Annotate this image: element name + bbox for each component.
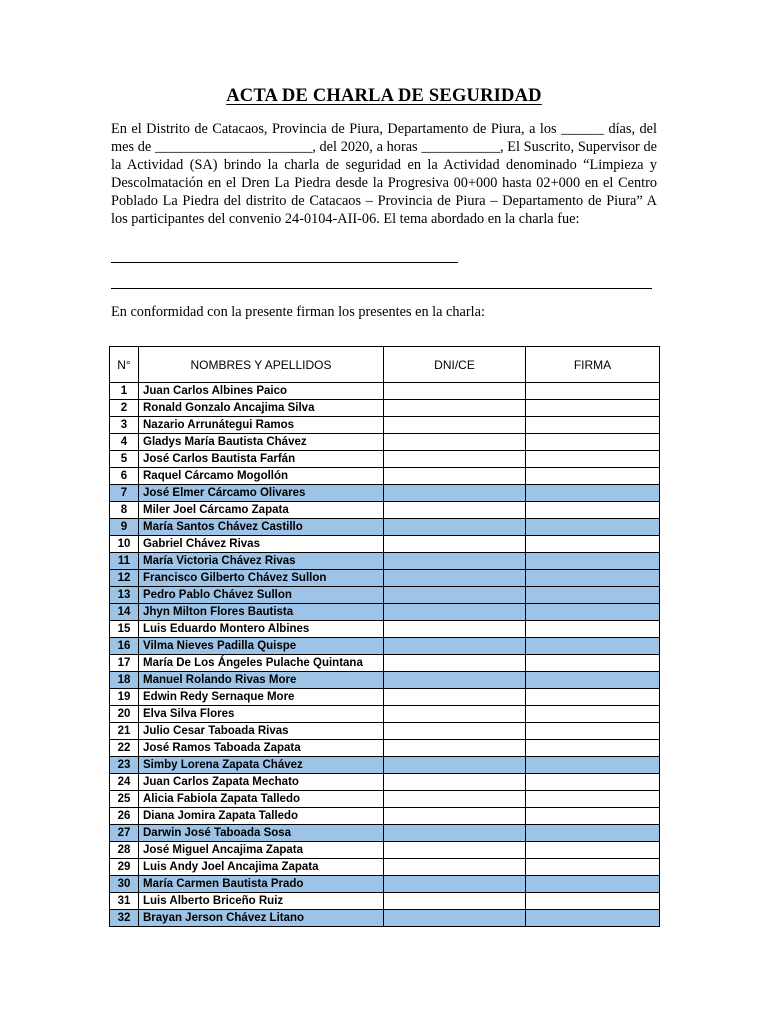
row-signature-cell <box>526 740 660 757</box>
row-signature-cell <box>526 825 660 842</box>
row-dni-cell <box>384 638 526 655</box>
row-signature-cell <box>526 587 660 604</box>
row-signature-cell <box>526 859 660 876</box>
row-signature-cell <box>526 723 660 740</box>
row-name: Edwin Redy Sernaque More <box>139 689 384 706</box>
row-signature-cell <box>526 434 660 451</box>
row-dni-cell <box>384 910 526 927</box>
row-name: Brayan Jerson Chávez Litano <box>139 910 384 927</box>
row-signature-cell <box>526 383 660 400</box>
row-name: Vilma Nieves Padilla Quispe <box>139 638 384 655</box>
table-row <box>110 604 660 621</box>
table-row <box>110 910 660 927</box>
row-number: 30 <box>110 876 139 893</box>
row-number: 25 <box>110 791 139 808</box>
row-name: Francisco Gilberto Chávez Sullon <box>139 570 384 587</box>
table-row <box>110 859 660 876</box>
row-name: María Victoria Chávez Rivas <box>139 553 384 570</box>
row-signature-cell <box>526 757 660 774</box>
row-dni-cell <box>384 434 526 451</box>
row-dni-cell <box>384 604 526 621</box>
row-signature-cell <box>526 604 660 621</box>
table-row <box>110 825 660 842</box>
row-name: Ronald Gonzalo Ancajima Silva <box>139 400 384 417</box>
row-dni-cell <box>384 825 526 842</box>
header-number: N° <box>110 347 139 383</box>
row-dni-cell <box>384 519 526 536</box>
row-number: 8 <box>110 502 139 519</box>
table-row <box>110 570 660 587</box>
row-number: 14 <box>110 604 139 621</box>
row-name: José Miguel Ancajima Zapata <box>139 842 384 859</box>
row-dni-cell <box>384 774 526 791</box>
row-name: Miler Joel Cárcamo Zapata <box>139 502 384 519</box>
row-number: 2 <box>110 400 139 417</box>
row-signature-cell <box>526 502 660 519</box>
row-name: Diana Jomira Zapata Talledo <box>139 808 384 825</box>
row-signature-cell <box>526 706 660 723</box>
row-dni-cell <box>384 655 526 672</box>
row-name: María Carmen Bautista Prado <box>139 876 384 893</box>
row-number: 1 <box>110 383 139 400</box>
row-dni-cell <box>384 791 526 808</box>
row-number: 27 <box>110 825 139 842</box>
row-dni-cell <box>384 570 526 587</box>
row-name: Juan Carlos Albines Paico <box>139 383 384 400</box>
row-number: 29 <box>110 859 139 876</box>
row-number: 9 <box>110 519 139 536</box>
row-signature-cell <box>526 893 660 910</box>
row-number: 15 <box>110 621 139 638</box>
row-dni-cell <box>384 502 526 519</box>
row-name: José Elmer Cárcamo Olivares <box>139 485 384 502</box>
table-header-row <box>110 347 660 383</box>
table-row <box>110 536 660 553</box>
row-name: Alicia Fabiola Zapata Talledo <box>139 791 384 808</box>
table-row <box>110 876 660 893</box>
table-row <box>110 434 660 451</box>
row-number: 16 <box>110 638 139 655</box>
table-row <box>110 587 660 604</box>
table-row <box>110 638 660 655</box>
row-signature-cell <box>526 638 660 655</box>
row-name: Jhyn Milton Flores Bautista <box>139 604 384 621</box>
row-dni-cell <box>384 485 526 502</box>
row-name: Manuel Rolando Rivas More <box>139 672 384 689</box>
row-signature-cell <box>526 791 660 808</box>
row-signature-cell <box>526 876 660 893</box>
table-row <box>110 655 660 672</box>
table-row <box>110 723 660 740</box>
table-row <box>110 774 660 791</box>
row-number: 22 <box>110 740 139 757</box>
row-dni-cell <box>384 536 526 553</box>
row-dni-cell <box>384 553 526 570</box>
row-name: Simby Lorena Zapata Chávez <box>139 757 384 774</box>
row-dni-cell <box>384 859 526 876</box>
table-row <box>110 383 660 400</box>
table-row <box>110 757 660 774</box>
row-number: 5 <box>110 451 139 468</box>
row-name: Raquel Cárcamo Mogollón <box>139 468 384 485</box>
table-row <box>110 485 660 502</box>
row-name: María Santos Chávez Castillo <box>139 519 384 536</box>
row-dni-cell <box>384 672 526 689</box>
row-name: José Ramos Taboada Zapata <box>139 740 384 757</box>
conformity-text: En conformidad con la presente firman los presentes en la charla: <box>111 304 485 320</box>
row-signature-cell <box>526 417 660 434</box>
row-dni-cell <box>384 876 526 893</box>
document-title: ACTA DE CHARLA DE SEGURIDAD <box>226 86 542 106</box>
row-name: Pedro Pablo Chávez Sullon <box>139 587 384 604</box>
table-row <box>110 400 660 417</box>
table-body <box>110 383 660 927</box>
row-signature-cell <box>526 400 660 417</box>
row-signature-cell <box>526 519 660 536</box>
row-number: 32 <box>110 910 139 927</box>
row-number: 26 <box>110 808 139 825</box>
row-number: 12 <box>110 570 139 587</box>
row-dni-cell <box>384 706 526 723</box>
row-dni-cell <box>384 417 526 434</box>
row-signature-cell <box>526 842 660 859</box>
row-name: Elva Silva Flores <box>139 706 384 723</box>
row-signature-cell <box>526 468 660 485</box>
row-name: Darwin José Taboada Sosa <box>139 825 384 842</box>
row-name: Gladys María Bautista Chávez <box>139 434 384 451</box>
row-signature-cell <box>526 689 660 706</box>
row-signature-cell <box>526 910 660 927</box>
row-name: Nazario Arrunátegui Ramos <box>139 417 384 434</box>
table-row <box>110 893 660 910</box>
attendance-table <box>109 346 660 927</box>
table-row <box>110 451 660 468</box>
row-signature-cell <box>526 621 660 638</box>
row-name: María De Los Ángeles Pulache Quintana <box>139 655 384 672</box>
row-dni-cell <box>384 383 526 400</box>
table-row <box>110 468 660 485</box>
intro-paragraph: En el Distrito de Catacaos, Provincia de Piura, Departamento de Piura, a los ______ días, del mes de ______________________, del 2020, a horas ___________, El Suscrito, Supervisor de la Actividad (SA) brindo la charla de seguridad en la Actividad denominado “Limpieza y Descolmatación en el Dren La Piedra desde la Progresiva 00+000 hasta 02+000 en el Centro Poblado La Piedra del distrito de Catacaos – Provincia de Piura – Departamento de Piura” A los participantes del convenio 24-0104-AII-06. El tema abordado en la charla fue: <box>111 121 657 228</box>
row-number: 24 <box>110 774 139 791</box>
table-row <box>110 808 660 825</box>
row-signature-cell <box>526 570 660 587</box>
table-row <box>110 689 660 706</box>
header-names: NOMBRES Y APELLIDOS <box>139 347 384 383</box>
row-number: 13 <box>110 587 139 604</box>
row-number: 11 <box>110 553 139 570</box>
row-dni-cell <box>384 842 526 859</box>
row-signature-cell <box>526 774 660 791</box>
row-name: José Carlos Bautista Farfán <box>139 451 384 468</box>
row-dni-cell <box>384 740 526 757</box>
row-signature-cell <box>526 655 660 672</box>
row-dni-cell <box>384 468 526 485</box>
topic-blank-line-1 <box>111 262 458 263</box>
row-dni-cell <box>384 757 526 774</box>
row-number: 18 <box>110 672 139 689</box>
row-dni-cell <box>384 587 526 604</box>
row-dni-cell <box>384 621 526 638</box>
row-dni-cell <box>384 723 526 740</box>
row-signature-cell <box>526 536 660 553</box>
table-row <box>110 417 660 434</box>
row-number: 6 <box>110 468 139 485</box>
row-number: 4 <box>110 434 139 451</box>
row-dni-cell <box>384 689 526 706</box>
row-signature-cell <box>526 451 660 468</box>
row-name: Gabriel Chávez Rivas <box>139 536 384 553</box>
row-signature-cell <box>526 808 660 825</box>
row-signature-cell <box>526 485 660 502</box>
table-row <box>110 519 660 536</box>
row-number: 17 <box>110 655 139 672</box>
table-row <box>110 706 660 723</box>
table-row <box>110 672 660 689</box>
row-signature-cell <box>526 553 660 570</box>
row-name: Luis Alberto Briceño Ruiz <box>139 893 384 910</box>
header-dni: DNI/CE <box>384 347 526 383</box>
row-number: 20 <box>110 706 139 723</box>
row-number: 10 <box>110 536 139 553</box>
row-number: 19 <box>110 689 139 706</box>
table-row <box>110 791 660 808</box>
row-dni-cell <box>384 451 526 468</box>
row-name: Juan Carlos Zapata Mechato <box>139 774 384 791</box>
table-row <box>110 553 660 570</box>
header-signature: FIRMA <box>526 347 660 383</box>
table-row <box>110 842 660 859</box>
row-number: 7 <box>110 485 139 502</box>
table-row <box>110 740 660 757</box>
row-number: 3 <box>110 417 139 434</box>
row-signature-cell <box>526 672 660 689</box>
table-row <box>110 621 660 638</box>
row-name: Luis Eduardo Montero Albines <box>139 621 384 638</box>
row-name: Luis Andy Joel Ancajima Zapata <box>139 859 384 876</box>
row-number: 28 <box>110 842 139 859</box>
topic-blank-line-2 <box>111 288 652 289</box>
row-name: Julio Cesar Taboada Rivas <box>139 723 384 740</box>
row-number: 23 <box>110 757 139 774</box>
table-row <box>110 502 660 519</box>
row-dni-cell <box>384 893 526 910</box>
row-dni-cell <box>384 808 526 825</box>
row-number: 31 <box>110 893 139 910</box>
row-dni-cell <box>384 400 526 417</box>
row-number: 21 <box>110 723 139 740</box>
